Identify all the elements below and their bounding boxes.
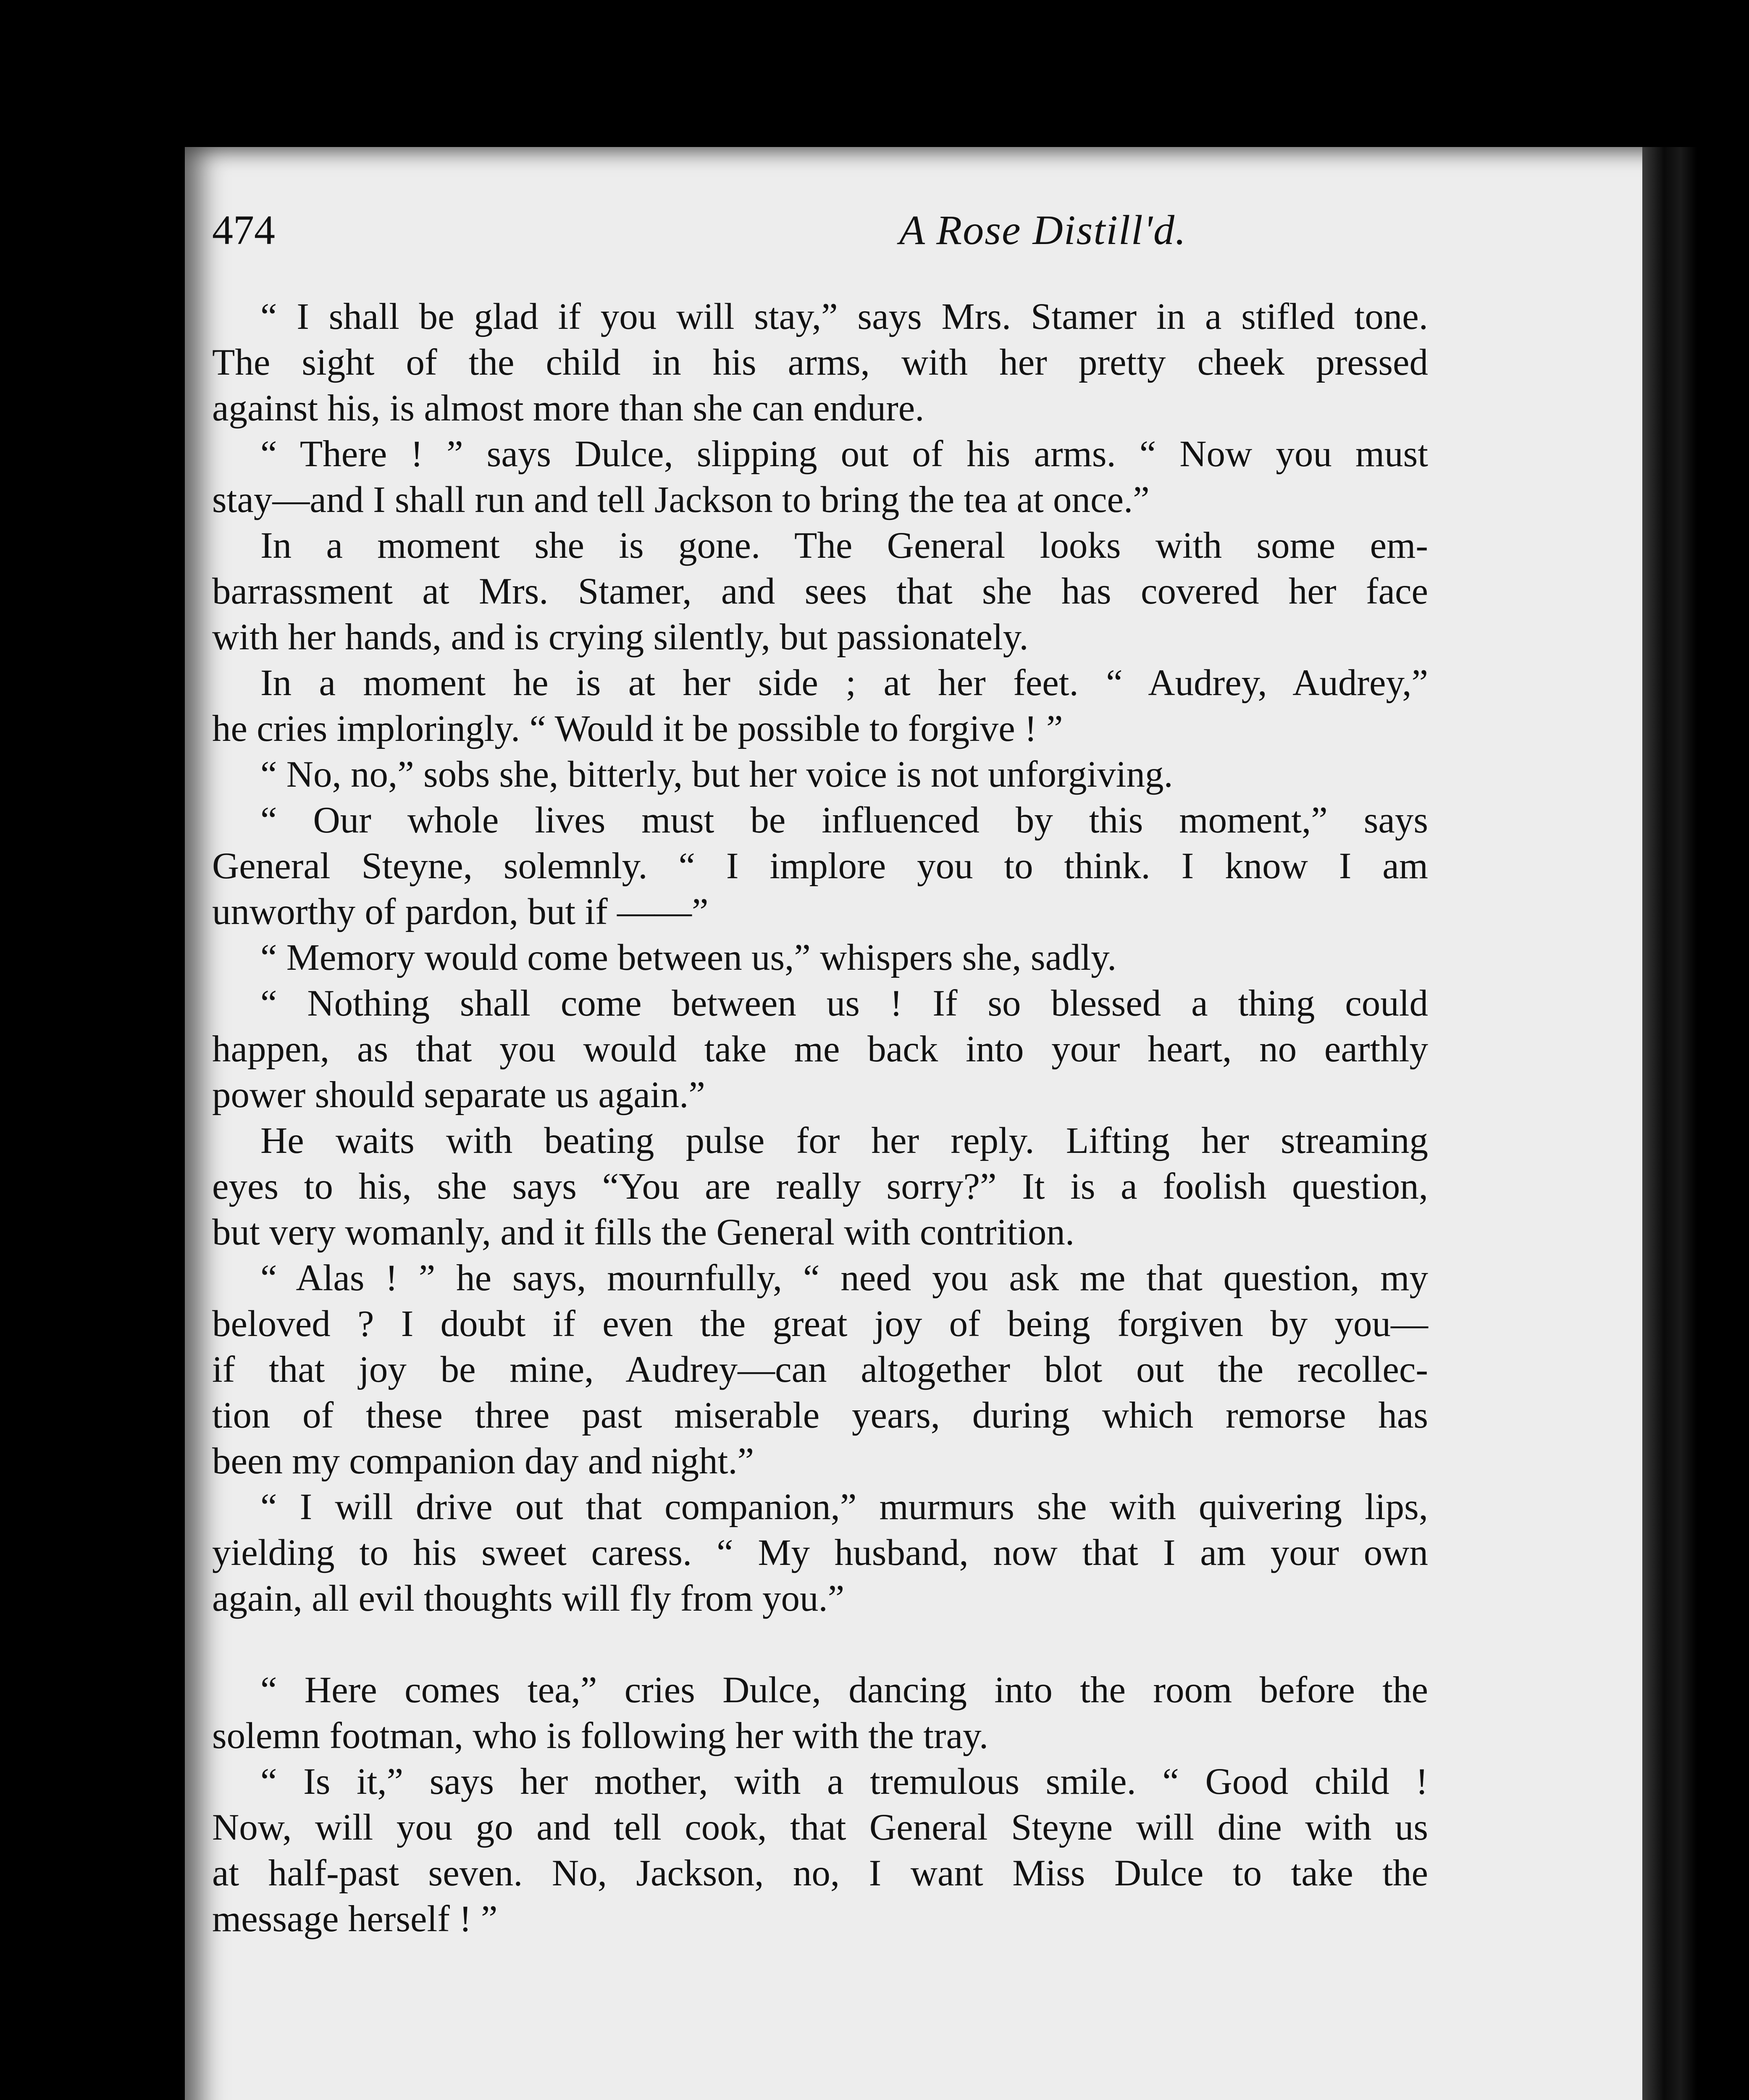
text-line: “ Here comes tea,” cries Dulce, dancing into the room before the bbox=[260, 1670, 1428, 1711]
text-line: been my companion day and night.” bbox=[212, 1441, 754, 1482]
text-line: power should separate us again.” bbox=[212, 1074, 705, 1116]
running-head bbox=[212, 206, 1199, 254]
running-title: A Rose Distill'd. bbox=[899, 207, 1187, 253]
text-line: The sight of the child in his arms, with her pretty cheek pressed bbox=[212, 342, 1428, 383]
text-line: tion of these three past miserable years, during which remorse has bbox=[212, 1395, 1428, 1436]
text-line: “ Memory would come between us,” whispers she, sadly. bbox=[260, 937, 1117, 978]
text-line: barrassment at Mrs. Stamer, and sees that she has covered her face bbox=[212, 571, 1428, 612]
text-line: In a moment she is gone. The General looks with some em- bbox=[260, 525, 1428, 566]
text-line: “ Is it,” says her mother, with a tremulous smile. “ Good child ! bbox=[260, 1761, 1428, 1802]
text-line: with her hands, and is crying silently, but passionately. bbox=[212, 617, 1029, 658]
text-line: In a moment he is at her side ; at her feet. “ Audrey, Audrey,” bbox=[260, 662, 1428, 704]
text-line: eyes to his, she says “You are really sorry?” It is a foolish question, bbox=[212, 1166, 1428, 1207]
text-line: “ There ! ” says Dulce, slipping out of his arms. “ Now you must bbox=[260, 433, 1428, 475]
text-line: stay—and I shall run and tell Jackson to bring the tea at once.” bbox=[212, 479, 1150, 520]
body-text bbox=[212, 294, 1428, 1942]
text-line: unworthy of pardon, but if ——” bbox=[212, 891, 709, 932]
text-line: against his, is almost more than she can endure. bbox=[212, 388, 924, 429]
page-number: 474 bbox=[212, 207, 275, 253]
page-edge-shadow bbox=[1642, 147, 1697, 2100]
text-line: “ Our whole lives must be influenced by this moment,” says bbox=[260, 800, 1428, 841]
text-line: happen, as that you would take me back into your heart, no earthly bbox=[212, 1029, 1428, 1070]
text-line: solemn footman, who is following her with the tray. bbox=[212, 1715, 989, 1756]
text-line: He waits with beating pulse for her reply. Lifting her streaming bbox=[260, 1120, 1428, 1161]
text-line: again, all evil thoughts will fly from you.” bbox=[212, 1578, 845, 1619]
text-line: “ Nothing shall come between us ! If so blessed a thing could bbox=[260, 983, 1428, 1024]
text-line: yielding to his sweet caress. “ My husband, now that I am your own bbox=[212, 1532, 1428, 1573]
text-line: “ Alas ! ” he says, mournfully, “ need you ask me that question, my bbox=[260, 1257, 1428, 1299]
text-line: message herself ! ” bbox=[212, 1898, 498, 1940]
text-line: General Steyne, solemnly. “ I implore you to think. I know I am bbox=[212, 845, 1428, 887]
paragraph-gap bbox=[212, 1622, 1428, 1667]
text-line: at half-past seven. No, Jackson, no, I want Miss Dulce to take the bbox=[212, 1853, 1428, 1894]
text-line: “ No, no,” sobs she, bitterly, but her voice is not unforgiving. bbox=[260, 754, 1173, 795]
text-line: “ I will drive out that companion,” murmurs she with quivering lips, bbox=[260, 1486, 1428, 1528]
text-line: he cries imploringly. “ Would it be possible to forgive ! ” bbox=[212, 708, 1063, 749]
text-line: Now, will you go and tell cook, that General Steyne will dine with us bbox=[212, 1807, 1428, 1848]
text-line: beloved ? I doubt if even the great joy of being forgiven by you— bbox=[212, 1303, 1428, 1344]
text-line: but very womanly, and it fills the General with contrition. bbox=[212, 1212, 1075, 1253]
text-line: “ I shall be glad if you will stay,” says Mrs. Stamer in a stifled tone. bbox=[260, 296, 1428, 337]
text-line: if that joy be mine, Audrey—can altogether blot out the recollec- bbox=[212, 1349, 1428, 1390]
